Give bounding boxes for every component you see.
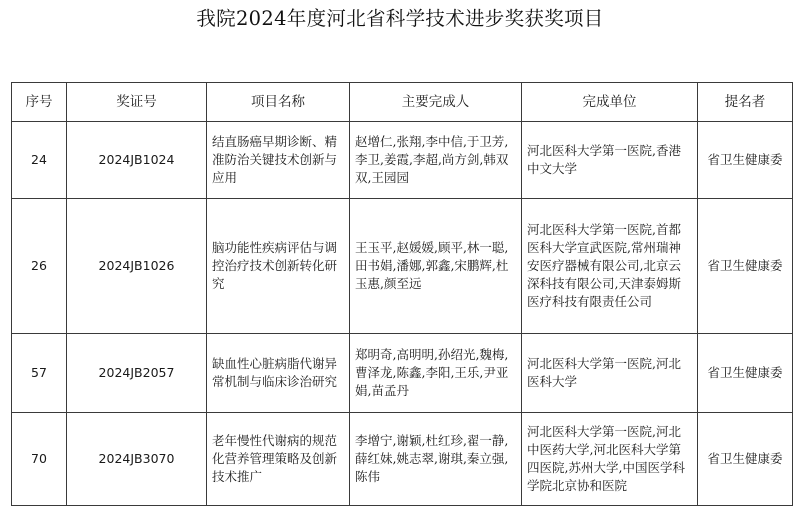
cell-project: 缺血性心脏病脂代谢异常机制与临床诊治研究 bbox=[207, 334, 350, 413]
cell-people: 王玉平,赵媛媛,顾平,林一聪,田书娟,潘娜,郭鑫,宋鹏辉,杜玉惠,颜至远 bbox=[350, 199, 522, 334]
cell-cert: 2024JB1026 bbox=[67, 199, 207, 334]
table-row bbox=[12, 199, 793, 334]
header-row bbox=[12, 83, 793, 122]
cell-units: 河北医科大学第一医院,河北中医药大学,河北医科大学第四医院,苏州大学,中国医学科学院北京协和医院 bbox=[522, 413, 698, 506]
header-seq: 序号 bbox=[12, 83, 67, 122]
cell-cert: 2024JB2057 bbox=[67, 334, 207, 413]
cell-seq: 57 bbox=[12, 334, 67, 413]
cell-seq: 70 bbox=[12, 413, 67, 506]
cell-project: 结直肠癌早期诊断、精准防治关键技术创新与应用 bbox=[207, 122, 350, 199]
cell-nominator: 省卫生健康委 bbox=[698, 122, 793, 199]
table-row bbox=[12, 122, 793, 199]
table-row bbox=[12, 334, 793, 413]
cell-nominator: 省卫生健康委 bbox=[698, 334, 793, 413]
cell-units: 河北医科大学第一医院,香港中文大学 bbox=[522, 122, 698, 199]
cell-cert: 2024JB1024 bbox=[67, 122, 207, 199]
cell-project: 脑功能性疾病评估与调控治疗技术创新转化研究 bbox=[207, 199, 350, 334]
cell-nominator: 省卫生健康委 bbox=[698, 413, 793, 506]
cell-cert: 2024JB3070 bbox=[67, 413, 207, 506]
cell-seq: 24 bbox=[12, 122, 67, 199]
header-nominator: 提名者 bbox=[698, 83, 793, 122]
cell-seq: 26 bbox=[12, 199, 67, 334]
table-header bbox=[12, 83, 793, 122]
header-project: 项目名称 bbox=[207, 83, 350, 122]
table-row bbox=[12, 413, 793, 506]
header-units: 完成单位 bbox=[522, 83, 698, 122]
cell-units: 河北医科大学第一医院,首都医科大学宣武医院,常州瑞神安医疗器械有限公司,北京云深科技有限公司,天津泰姆斯医疗科技有限责任公司 bbox=[522, 199, 698, 334]
header-people: 主要完成人 bbox=[350, 83, 522, 122]
cell-people: 赵增仁,张翔,李中信,于卫芳,李卫,姜霞,李超,尚方剑,韩双双,王园园 bbox=[350, 122, 522, 199]
cell-nominator: 省卫生健康委 bbox=[698, 199, 793, 334]
awards-table bbox=[11, 82, 793, 506]
cell-people: 郑明奇,高明明,孙绍光,魏梅,曹泽龙,陈鑫,李阳,王乐,尹亚娟,苗孟丹 bbox=[350, 334, 522, 413]
cell-units: 河北医科大学第一医院,河北医科大学 bbox=[522, 334, 698, 413]
header-cert: 奖证号 bbox=[67, 83, 207, 122]
table-body bbox=[12, 122, 793, 506]
cell-project: 老年慢性代谢病的规范化营养管理策略及创新技术推广 bbox=[207, 413, 350, 506]
cell-people: 李增宁,谢颖,杜红珍,翟一静,薛红妹,姚志翠,谢琪,秦立强,陈伟 bbox=[350, 413, 522, 506]
page-title: 我院2024年度河北省科学技术进步奖获奖项目 bbox=[196, 7, 604, 30]
